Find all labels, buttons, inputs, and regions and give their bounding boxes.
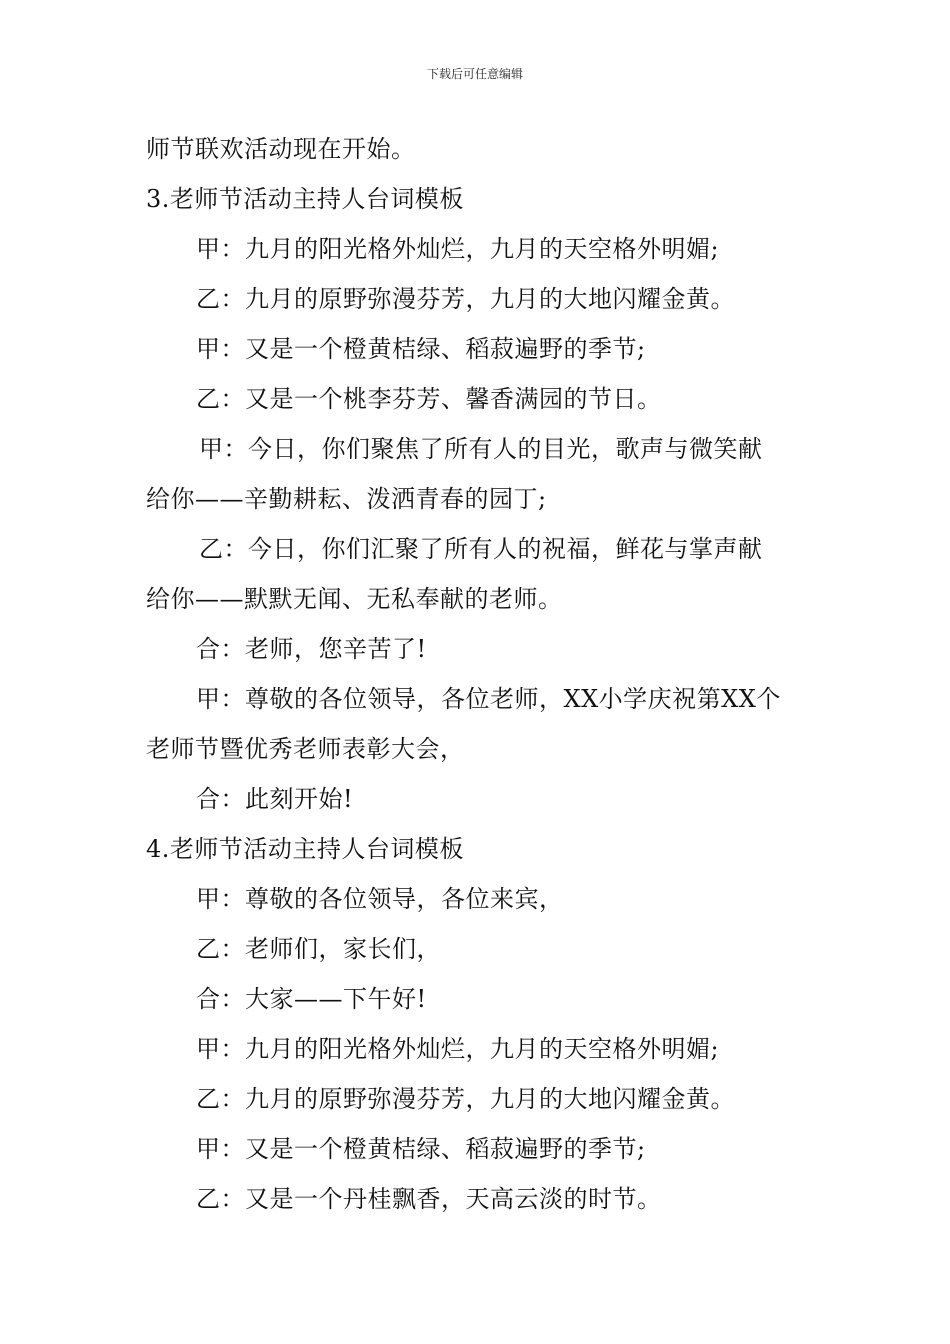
dialogue-line: 乙：今日，你们汇聚了所有人的祝福，鲜花与掌声献 [199,535,763,563]
dialogue-line: 乙：九月的原野弥漫芬芳，九月的大地闪耀金黄。 [196,285,735,313]
dialogue-line: 合：老师，您辛苦了! [196,635,427,663]
section-heading-3: 3.老师节活动主持人台词模板 [146,185,464,213]
dialogue-line: 甲：又是一个橙黄桔绿、稻菽遍野的季节; [196,335,646,363]
page-header: 下载后可任意编辑 [426,67,523,81]
dialogue-line: 乙：老师们，家长们， [196,935,441,963]
dialogue-line: 乙：又是一个丹桂飘香，天高云淡的时节。 [196,1185,662,1213]
section-heading-4: 4.老师节活动主持人台词模板 [146,835,464,863]
document-body [146,124,816,1224]
dialogue-line: 甲：尊敬的各位领导，各位老师，XX小学庆祝第XX个 [196,685,781,713]
dialogue-line: 乙：九月的原野弥漫芬芳，九月的大地闪耀金黄。 [196,1085,735,1113]
dialogue-line: 乙：又是一个桃李芬芳、馨香满园的节日。 [196,385,662,413]
dialogue-line: 甲：尊敬的各位领导，各位来宾， [196,885,564,913]
dialogue-line: 合：此刻开始! [196,785,354,813]
dialogue-line: 甲：今日，你们聚焦了所有人的目光，歌声与微笑献 [199,435,763,463]
dialogue-line: 合：大家——下午好! [196,985,427,1013]
paragraph-continuation: 师节联欢活动现在开始。 [146,135,416,163]
dialogue-line: 甲：又是一个橙黄桔绿、稻菽遍野的季节; [196,1135,646,1163]
dialogue-line-continuation: 给你——辛勤耕耘、泼洒青春的园丁; [146,485,547,513]
dialogue-line: 甲：九月的阳光格外灿烂，九月的天空格外明媚; [196,235,720,263]
dialogue-line: 甲：九月的阳光格外灿烂，九月的天空格外明媚; [196,1035,720,1063]
dialogue-line-continuation: 老师节暨优秀老师表彰大会， [146,735,465,763]
dialogue-line-continuation: 给你——默默无闻、无私奉献的老师。 [146,585,563,613]
